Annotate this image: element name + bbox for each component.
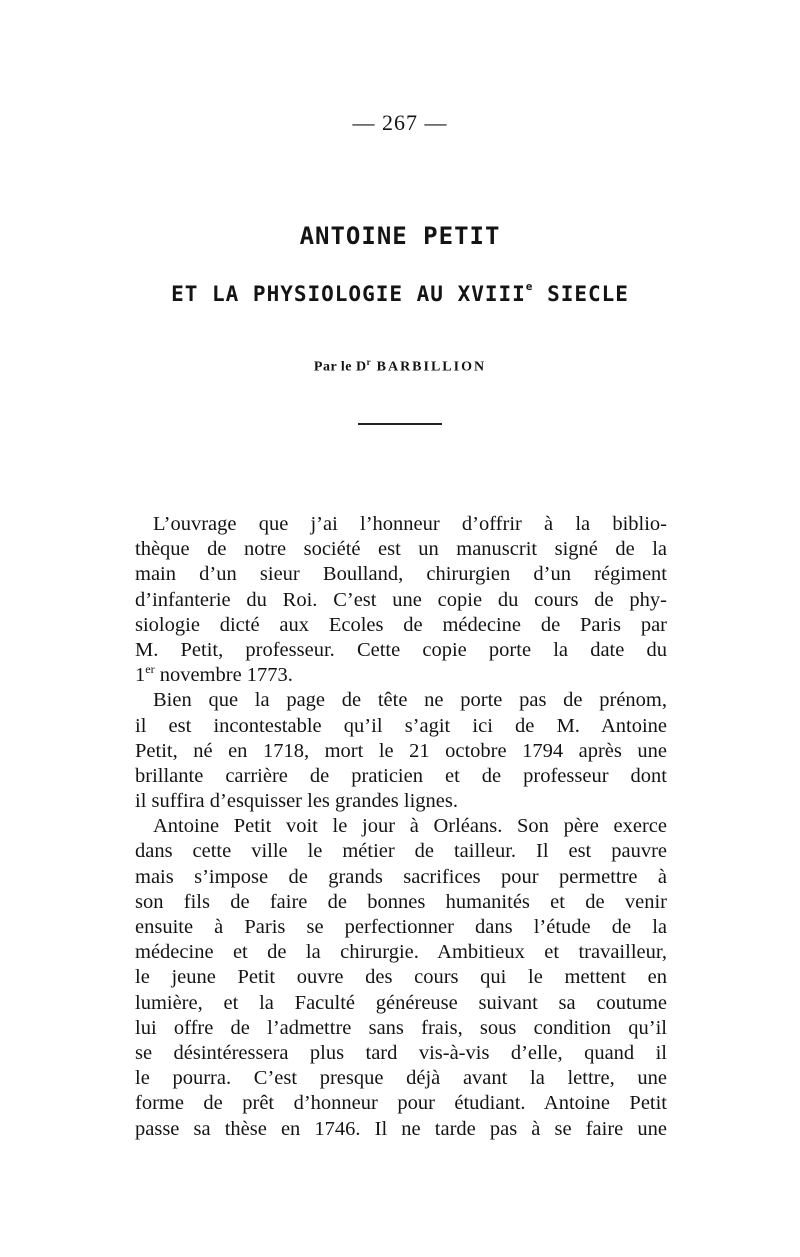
text-line: lumière, et la Faculté généreuse suivant sa coutume xyxy=(135,991,667,1014)
text-line: il suffira d’esquisser les grandes lignes. xyxy=(135,790,458,813)
text-line: il est incontestable qu’il s’agit ici de M. Antoine xyxy=(135,714,667,737)
text-line: forme de prêt d’honneur pour étudiant. Antoine Petit xyxy=(135,1092,667,1115)
text-line: le pourra. C’est presque déjà avant la lettre, une xyxy=(135,1067,667,1090)
text-line: Antoine Petit voit le jour à Orléans. Son père exerce xyxy=(153,815,667,838)
page-number: — 267 — xyxy=(352,110,448,135)
text-line: main d’un sieur Boulland, chirurgien d’un régiment xyxy=(135,563,667,586)
byline-author: BARBILLION xyxy=(371,359,487,375)
text-line: Bien que la page de tête ne porte pas de prénom, xyxy=(153,689,667,712)
text-line: lui offre de l’admettre sans frais, sous condition qu’il xyxy=(135,1016,667,1039)
body-text xyxy=(135,512,667,1142)
text-line: passe sa thèse en 1746. Il ne tarde pas à se faire une xyxy=(135,1117,667,1140)
byline-prefix: Par le D xyxy=(313,359,367,375)
byline-superscript: r xyxy=(366,357,372,367)
date-day: 1 xyxy=(135,664,146,687)
text-line: M. Petit, professeur. Cette copie porte la date du xyxy=(135,638,667,661)
text-line: mais s’impose de grands sacrifices pour permettre à xyxy=(135,865,667,888)
text-line: ensuite à Paris se perfectionner dans l’étude de la xyxy=(135,916,667,938)
text-line: Petit, né en 1718, mort le 21 octobre 1794 après une xyxy=(135,739,667,762)
article-title: ANTOINE PETIT xyxy=(299,222,501,250)
text-line: dans cette ville le métier de tailleur. Il est pauvre xyxy=(135,840,667,863)
date-superscript: er xyxy=(145,662,155,677)
byline xyxy=(0,357,800,376)
article-subtitle xyxy=(0,282,800,306)
subtitle-text-end: SIECLE xyxy=(533,282,629,306)
text-line: siologie dicté aux Ecoles de médecine de Paris par xyxy=(135,613,667,636)
section-divider xyxy=(358,423,442,425)
text-line: L’ouvrage que j’ai l’honneur d’offrir à la biblio- xyxy=(153,513,667,535)
text-line: médecine et de la chirurgie. Ambitieux et travailleur, xyxy=(135,941,667,964)
text-line: se désintéressera plus tard vis-à-vis d’elle, quand il xyxy=(135,1041,667,1064)
text-line: brillante carrière de praticien et de professeur dont xyxy=(135,764,667,787)
text-line: d’infanterie du Roi. C’est une copie du cours de phy- xyxy=(135,588,667,611)
text-line: son fils de faire de bonnes humanités et de venir xyxy=(135,890,667,913)
text-line: thèque de notre société est un manuscrit signé de la xyxy=(135,538,667,561)
date-rest: novembre 1773. xyxy=(154,664,293,687)
subtitle-text: ET LA PHYSIOLOGIE AU XVIII xyxy=(171,282,526,306)
subtitle-superscript: e xyxy=(525,280,534,293)
text-line: le jeune Petit ouvre des cours qui le mettent en xyxy=(135,966,667,989)
text-line-date xyxy=(135,663,667,688)
